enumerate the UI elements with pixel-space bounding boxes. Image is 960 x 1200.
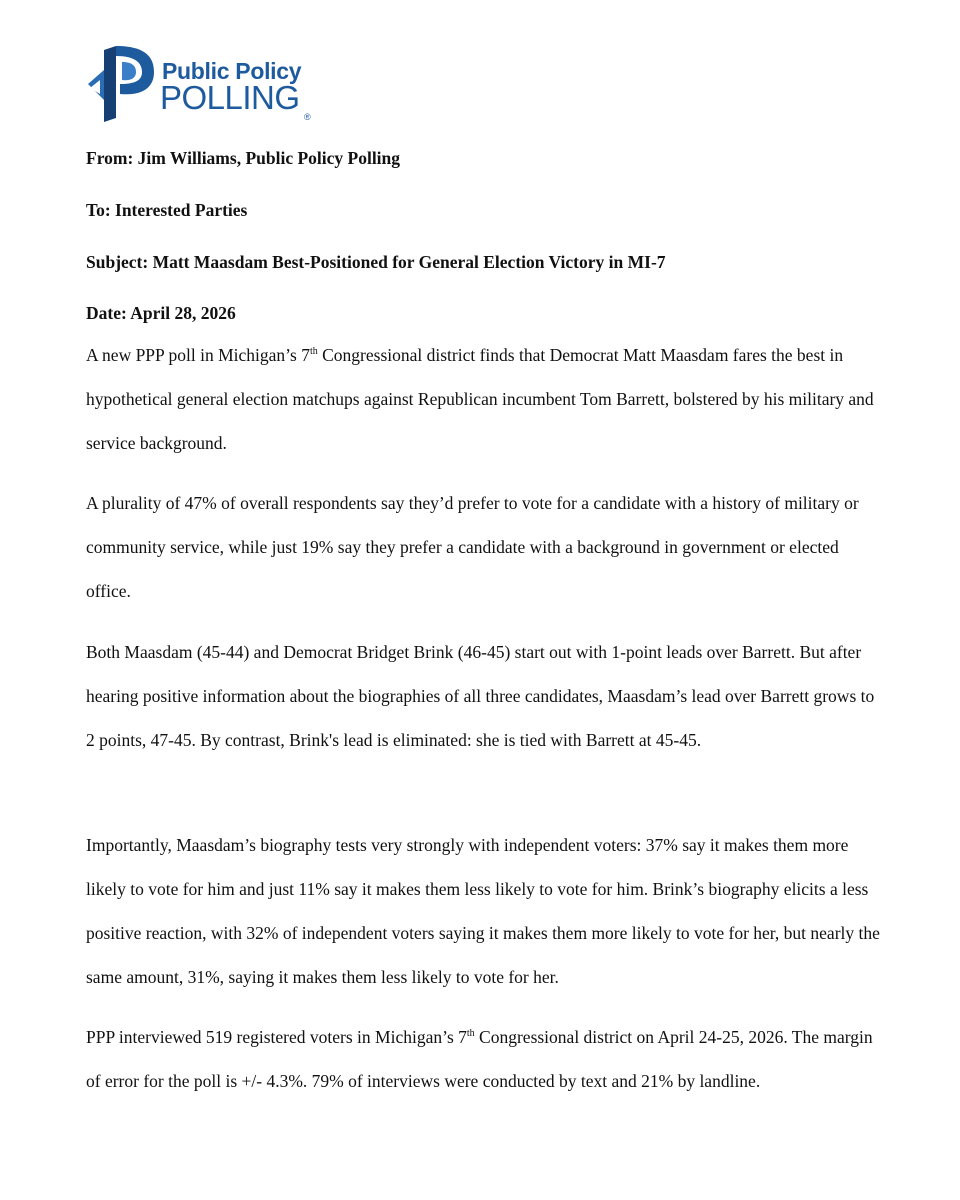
memo-from: From: Jim Williams, Public Policy Polling bbox=[86, 148, 401, 168]
paragraph-1-sup: th bbox=[309, 346, 318, 357]
paragraph-5-text-a: PPP interviewed 519 registered voters in Michigan’s 7 bbox=[86, 1027, 467, 1047]
logo-line1: Public Policy bbox=[162, 58, 302, 84]
memo-subject: Subject: Matt Maasdam Best-Positioned for General Election Victory in MI-7 bbox=[86, 252, 666, 272]
ppp-logo bbox=[86, 44, 326, 124]
paragraph-1-text-b: Congressional district finds that Democrat Matt Maasdam fares the best in hypothetical general election matchups against Republican incumbent Tom Barrett, bolstered by his military and service background. bbox=[86, 345, 874, 453]
paragraph-4: Importantly, Maasdam’s biography tests very strongly with independent voters: 37% say it makes them more likely to vote for him and just 11% say it makes them less likely to vote for him. Brink’s biography elicits a less positive reaction, with 32% of independent voters saying it makes them more likely to vote for her, but nearly the same amount, 31%, saying it makes them less likely to vote for her. bbox=[86, 835, 880, 987]
paragraph-5-text-b: Congressional district on April 24-25, 2026. The margin of error for the poll is +/- 4.3%. 79% of interviews were conducted by text and 21% by landline. bbox=[86, 1027, 873, 1091]
paragraph-1-text-a: A new PPP poll in Michigan’s 7 bbox=[86, 345, 310, 365]
logo-line2: POLLING bbox=[160, 79, 300, 116]
memo-date: Date: April 28, 2026 bbox=[86, 303, 236, 323]
paragraph-3: Both Maasdam (45-44) and Democrat Bridget Brink (46-45) start out with 1-point leads over Barrett. But after hearing positive information about the biographies of all three candidates, Maasdam’s lead over Barrett grows to 2 points, 47-45. By contrast, Brink's lead is eliminated: she is tied with Barrett at 45-45. bbox=[86, 642, 875, 750]
ppp-logo-mark-icon bbox=[86, 44, 158, 124]
memo-to: To: Interested Parties bbox=[86, 200, 248, 220]
paragraph-5 bbox=[86, 1015, 886, 1103]
paragraph-5-sup: th bbox=[466, 1028, 475, 1039]
paragraph-2: A plurality of 47% of overall respondents say they’d prefer to vote for a candidate with a history of military or community service, while just 19% say they prefer a candidate with a background in government or elected office. bbox=[86, 493, 859, 601]
logo-registered-mark: ® bbox=[304, 112, 311, 122]
paragraph-1 bbox=[86, 333, 886, 465]
